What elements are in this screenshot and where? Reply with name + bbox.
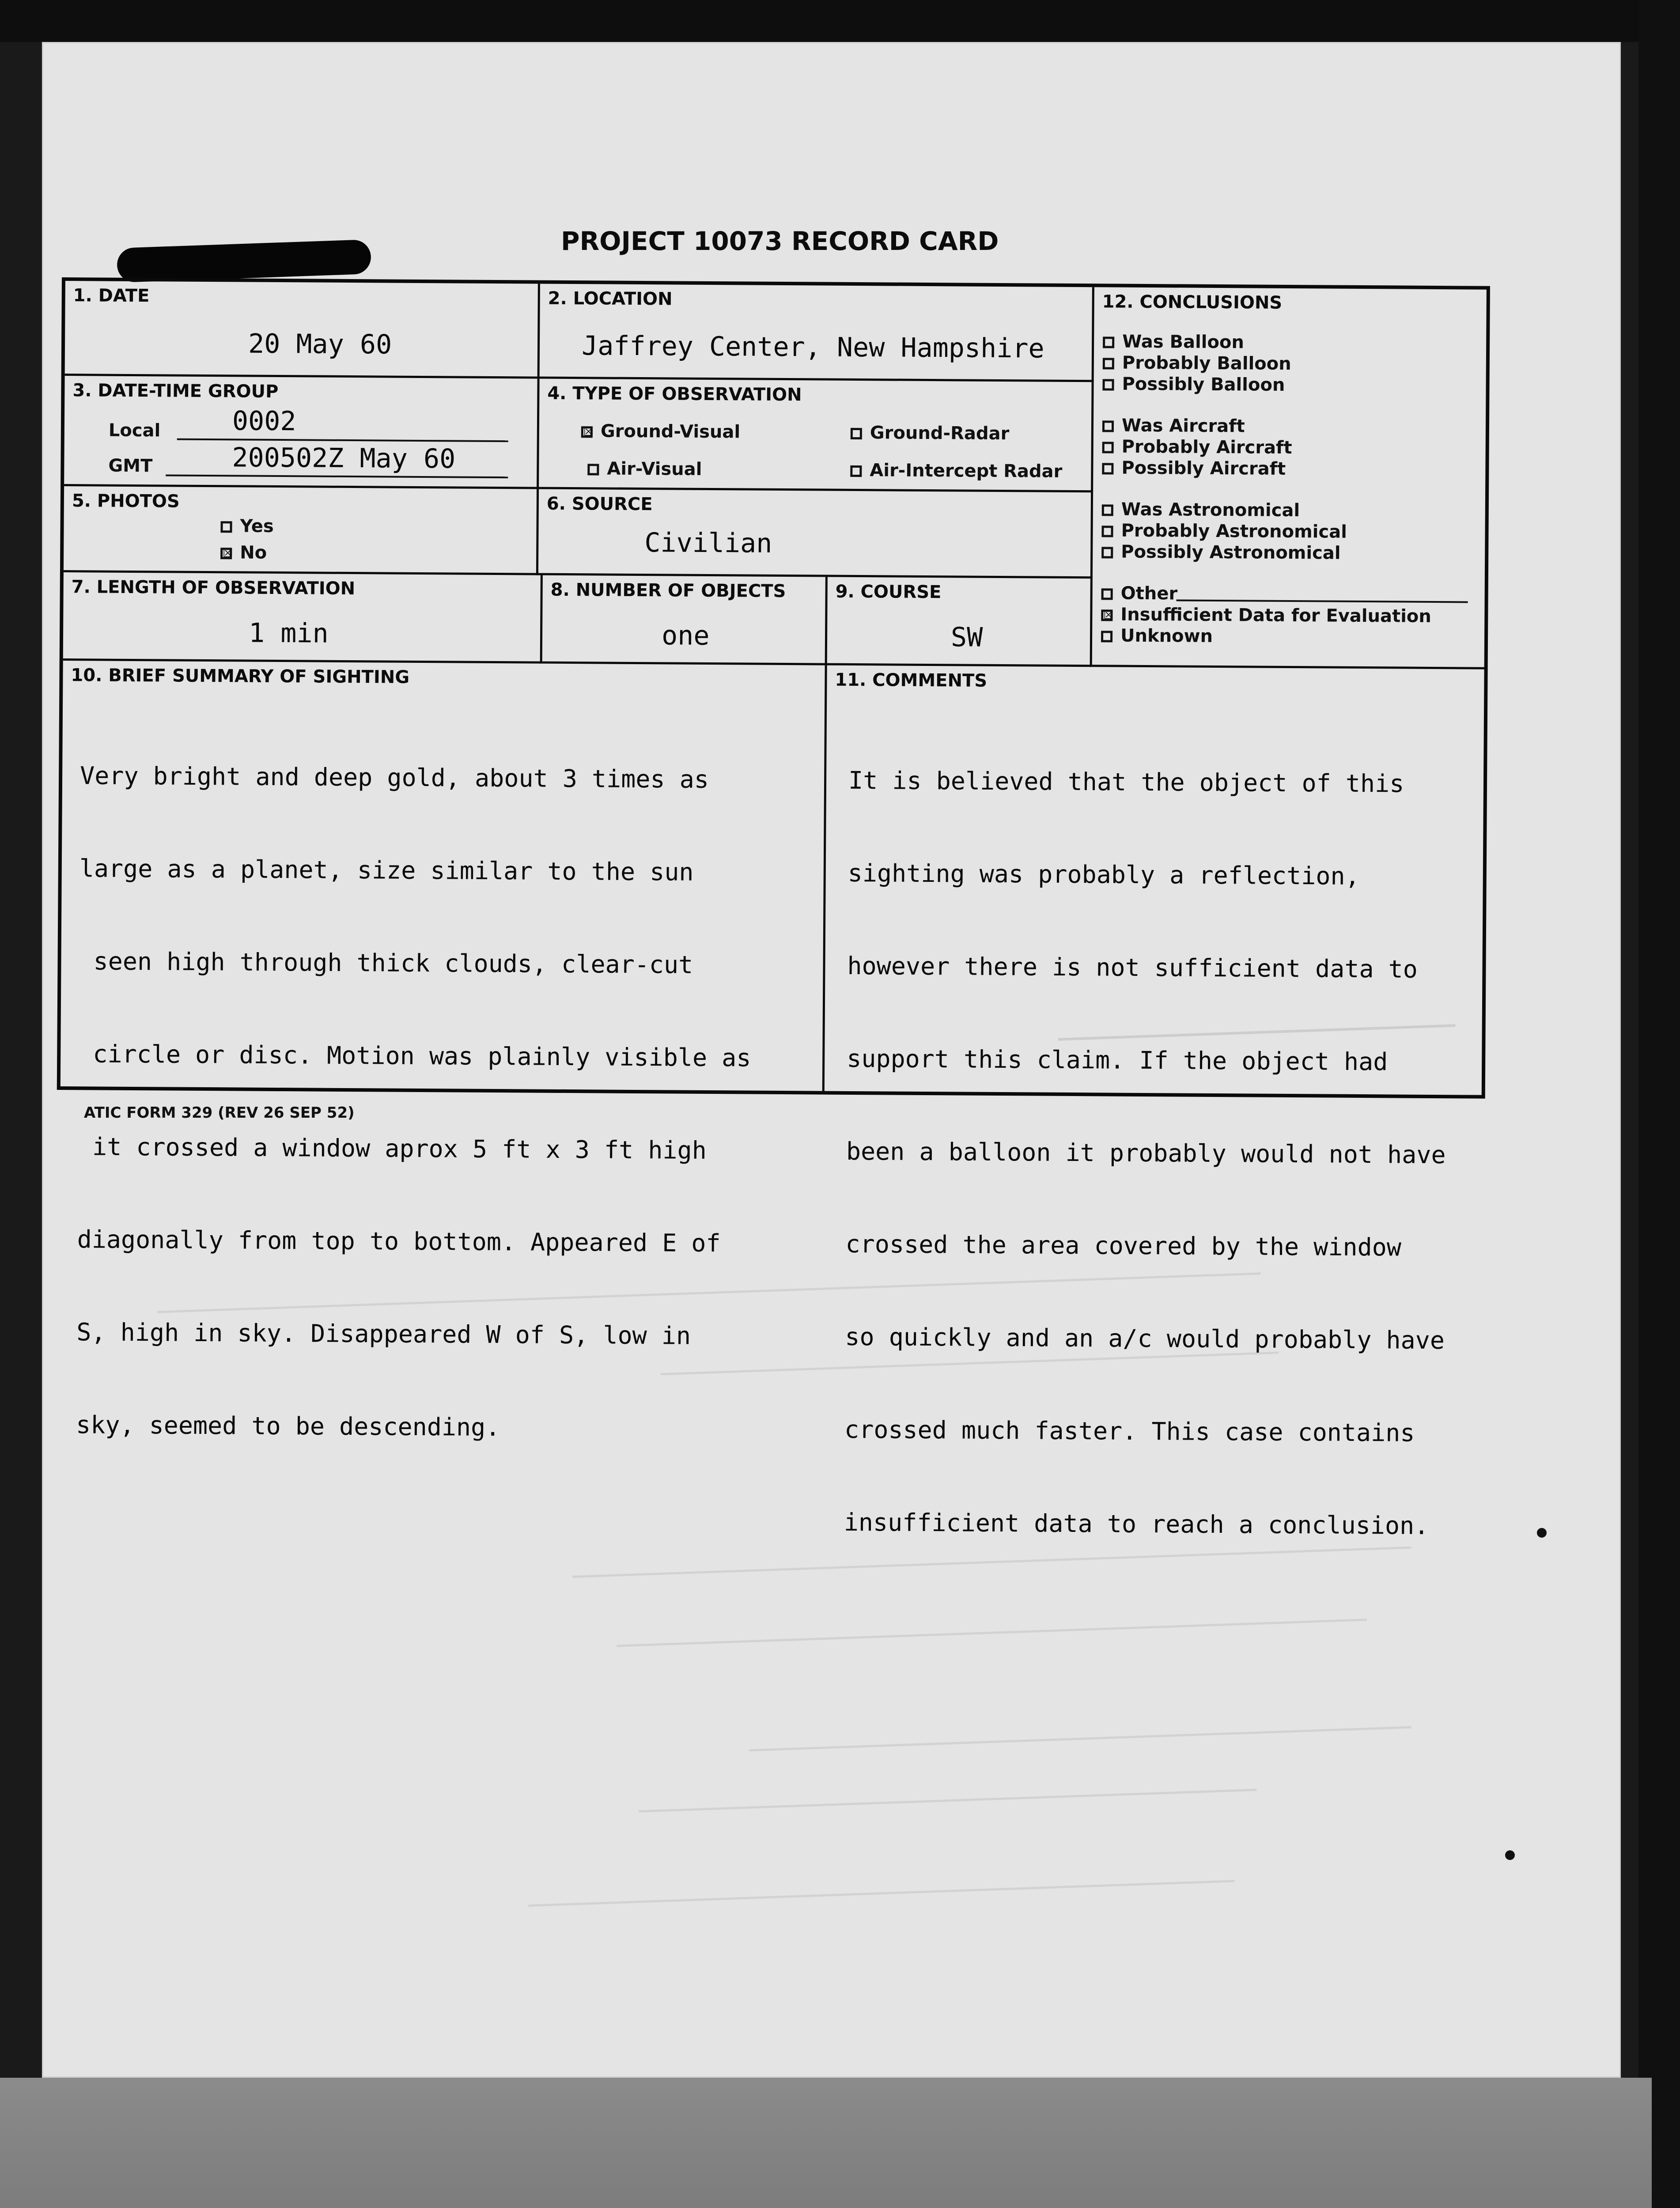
- conclusions-cell: [1092, 287, 1487, 669]
- brief-summary-label: 10. BRIEF SUMMARY OF SIGHTING: [71, 665, 410, 688]
- air-intercept-radar-label: Air-Intercept Radar: [870, 460, 1063, 482]
- date-time-group-label: 3. DATE-TIME GROUP: [72, 380, 279, 402]
- checkbox-probably-aircraft: [1102, 442, 1114, 453]
- scan-frame-right: [1638, 0, 1680, 2208]
- punch-dot: [1537, 1528, 1547, 1538]
- checkbox-was-astronomical: [1102, 504, 1113, 516]
- conclusions-label: 12. CONCLUSIONS: [1102, 291, 1283, 313]
- conclusion-insufficient-data: [1101, 604, 1431, 627]
- possibly-aircraft-label: Possibly Aircraft: [1121, 457, 1286, 479]
- number-of-objects-cell: [542, 575, 828, 665]
- date-value: 20 May 60: [248, 328, 392, 360]
- punch-dot: [1505, 1850, 1515, 1860]
- date-label: 1. DATE: [73, 285, 150, 306]
- scan-frame-top: [0, 0, 1680, 42]
- type-of-observation-label: 4. TYPE OF OBSERVATION: [547, 383, 802, 405]
- comment-line: sighting was probably a reflection,: [848, 858, 1360, 890]
- checkbox-photos-yes: [220, 521, 232, 533]
- photos-label: 5. PHOTOS: [72, 491, 180, 512]
- photos-no-label: No: [240, 542, 267, 563]
- conclusion-unknown: [1101, 625, 1213, 647]
- type-of-observation-cell: [539, 379, 1094, 493]
- was-astronomical-label: Was Astronomical: [1121, 499, 1300, 521]
- photos-option-yes: [220, 516, 274, 537]
- photos-cell: [64, 486, 539, 575]
- possibly-balloon-label: Possibly Balloon: [1122, 374, 1285, 395]
- ground-visual-label: Ground-Visual: [600, 421, 741, 442]
- observation-option-ground-visual: [581, 421, 741, 442]
- conclusion-possibly-aircraft: [1102, 457, 1286, 479]
- length-of-observation-value: 1 min: [248, 617, 329, 649]
- conclusion-possibly-balloon: [1102, 374, 1285, 395]
- summary-line: large as a planet, size similar to the sun: [79, 854, 694, 886]
- course-value: SW: [950, 622, 983, 653]
- comment-line: however there is not sufficient data to: [847, 951, 1418, 983]
- gmt-label: GMT: [108, 455, 153, 476]
- conclusion-probably-astronomical: [1101, 520, 1347, 542]
- checkbox-insufficient-data: ☒: [1101, 609, 1112, 621]
- photos-option-no: [220, 542, 267, 563]
- local-value: 0002: [232, 405, 296, 437]
- summary-line: sky, seemed to be descending.: [76, 1410, 500, 1442]
- checkbox-ground-radar: [851, 428, 862, 439]
- course-cell: [827, 577, 1093, 667]
- possibly-astronomical-label: Possibly Astronomical: [1121, 541, 1341, 563]
- conclusion-other: [1101, 583, 1178, 604]
- probably-aircraft-label: Probably Aircraft: [1121, 436, 1292, 458]
- bleed-through-handwriting: [616, 1601, 1367, 1647]
- comment-line: so quickly and an a/c would probably have: [845, 1322, 1445, 1355]
- summary-line: diagonally from top to bottom. Appeared E of: [77, 1225, 721, 1258]
- conclusion-possibly-astronomical: [1101, 541, 1341, 563]
- number-of-objects-value: one: [661, 620, 710, 651]
- bleed-through-handwriting: [528, 1862, 1235, 1907]
- checkbox-probably-astronomical: [1101, 526, 1113, 537]
- conclusion-probably-aircraft: [1102, 436, 1292, 458]
- checkbox-air-intercept-radar: [850, 465, 862, 477]
- insufficient-data-label: Insufficient Data for Evaluation: [1120, 604, 1431, 627]
- source-value: Civilian: [644, 527, 772, 559]
- other-label: Other: [1120, 583, 1178, 604]
- source-label: 6. SOURCE: [546, 493, 653, 515]
- ground-radar-label: Ground-Radar: [870, 423, 1010, 444]
- photos-yes-label: Yes: [240, 516, 274, 537]
- unknown-label: Unknown: [1120, 625, 1213, 647]
- local-underline: [177, 439, 508, 442]
- underlying-sheet: [0, 2078, 1652, 2208]
- conclusion-was-balloon: [1103, 331, 1244, 352]
- checkbox-possibly-balloon: [1102, 379, 1114, 390]
- date-time-group-cell: [64, 376, 540, 489]
- card-title: PROJECT 10073 RECORD CARD: [561, 226, 999, 256]
- summary-line: S, high in sky. Disappeared W of S, low in: [76, 1318, 691, 1350]
- was-aircraft-label: Was Aircraft: [1121, 415, 1245, 437]
- probably-balloon-label: Probably Balloon: [1122, 352, 1291, 374]
- observation-option-air-visual: [587, 458, 702, 480]
- source-cell: [538, 489, 1093, 579]
- location-value: Jaffrey Center, New Hampshire: [581, 330, 1044, 364]
- observation-option-air-intercept-radar: [850, 460, 1062, 482]
- length-of-observation-label: 7. LENGTH OF OBSERVATION: [71, 577, 356, 599]
- brief-summary-text: [76, 698, 753, 1506]
- was-balloon-label: Was Balloon: [1122, 331, 1245, 353]
- location-cell: [540, 284, 1094, 382]
- summary-line: circle or disc. Motion was plainly visible as: [78, 1040, 751, 1072]
- checkbox-possibly-astronomical: [1101, 547, 1113, 558]
- length-of-observation-cell: [63, 572, 543, 664]
- observation-option-ground-radar: [851, 423, 1010, 444]
- form-number: ATIC FORM 329 (REV 26 SEP 52): [84, 1104, 355, 1122]
- comment-line: crossed much faster. This case contains: [844, 1415, 1415, 1447]
- gmt-value: 200502Z May 60: [232, 442, 456, 475]
- probably-astronomical-label: Probably Astronomical: [1121, 520, 1347, 542]
- bleed-through-handwriting: [749, 1709, 1411, 1751]
- comment-line: crossed the area covered by the window: [845, 1229, 1402, 1262]
- comment-line: It is believed that the object of this: [848, 766, 1404, 798]
- comments-text: [844, 703, 1449, 1603]
- summary-line: Very bright and deep gold, about 3 times as: [79, 761, 709, 794]
- checkbox-unknown: [1101, 631, 1112, 642]
- comment-line: been a balloon it probably would not have: [846, 1137, 1446, 1169]
- course-label: 9. COURSE: [835, 581, 942, 603]
- number-of-objects-label: 8. NUMBER OF OBJECTS: [550, 579, 786, 602]
- checkbox-probably-balloon: [1103, 358, 1114, 369]
- gmt-underline: [166, 474, 508, 478]
- comment-line: support this claim. If the object had: [847, 1044, 1388, 1076]
- local-label: Local: [108, 420, 161, 441]
- summary-line: seen high through thick clouds, clear-cut: [79, 947, 693, 979]
- comments-cell: [825, 665, 1485, 1540]
- checkbox-ground-visual: ☒: [581, 426, 593, 438]
- location-label: 2. LOCATION: [548, 288, 673, 310]
- conclusion-was-aircraft: [1102, 415, 1245, 436]
- checkbox-other: [1101, 588, 1113, 600]
- comment-line: insufficient data to reach a conclusion.: [844, 1508, 1429, 1540]
- air-visual-label: Air-Visual: [607, 458, 702, 480]
- summary-line: it crossed a window aprox 5 ft x 3 ft high: [77, 1132, 707, 1164]
- date-cell: [65, 281, 540, 379]
- conclusion-was-astronomical: [1102, 499, 1300, 521]
- comments-label: 11. COMMENTS: [835, 669, 988, 691]
- checkbox-possibly-aircraft: [1102, 463, 1113, 474]
- checkbox-was-balloon: [1103, 336, 1114, 348]
- other-underline: [1177, 599, 1468, 603]
- conclusion-probably-balloon: [1103, 352, 1291, 374]
- checkbox-air-visual: [587, 464, 599, 475]
- checkbox-was-aircraft: [1102, 420, 1114, 432]
- bleed-through-handwriting: [638, 1771, 1257, 1813]
- checkbox-photos-no: ☒: [220, 548, 232, 559]
